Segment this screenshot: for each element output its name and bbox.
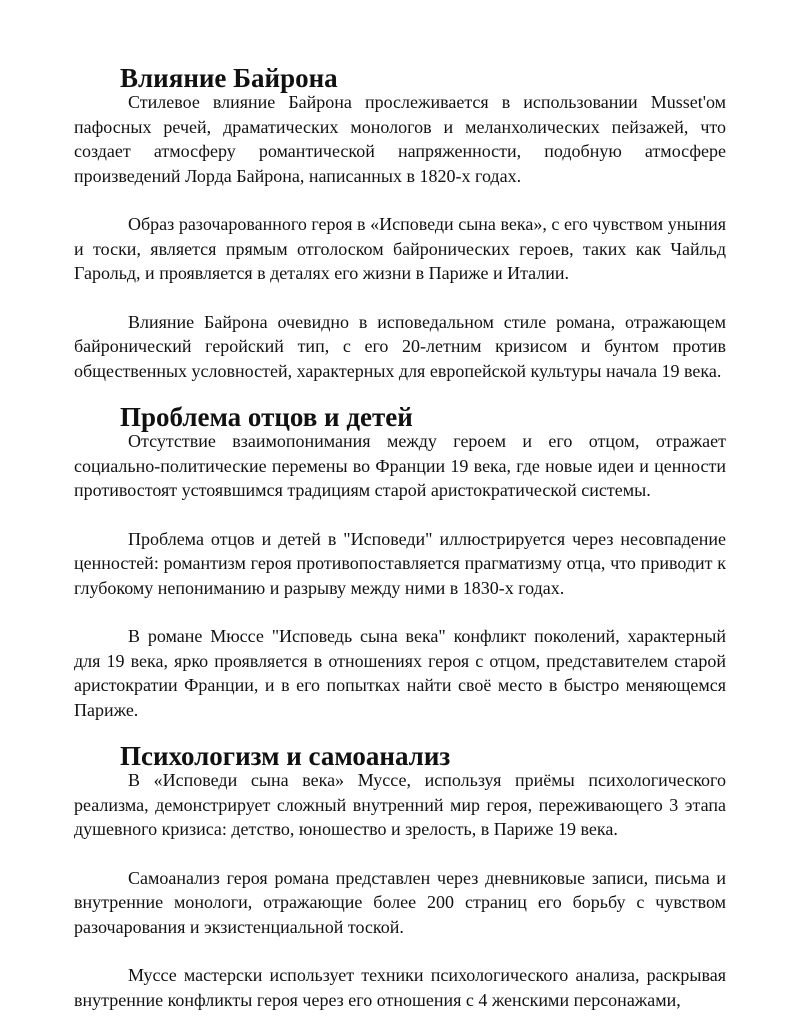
section-psychologism [74,741,726,1012]
paragraph: Проблема отцов и детей в "Исповеди" иллюстрируется через несовпадение ценностей: романтизм героя противопоставляется прагматизму отца, что приводит к глубокому непониманию и разрыву между ними в 1830-х годах. [74,528,726,598]
paragraph: Муссе мастерски использует техники психологического анализа, раскрывая внутренние конфликты героя через его отношения с 4 женскими персонажами, [74,965,726,1010]
section-heading: Психологизм и самоанализ [120,741,451,771]
paragraph: Самоанализ героя романа представлен через дневниковые записи, письма и внутренние монологи, отражающие более 200 страниц его борьбу с чувством разочарования и экзистенциальной тоской. [74,867,726,937]
section-fathers-and-children [74,402,726,722]
paragraph: В романе Мюссе "Исповедь сына века" конфликт поколений, характерный для 19 века, ярко проявляется в отношениях героя с отцом, представителем старой аристократии Франции, и в его попытках найти своё место в быстро меняющемся Париже. [74,626,726,720]
section-heading: Влияние Байрона [120,63,338,93]
section-byron-influence [74,63,726,383]
paragraph: В «Исповеди сына века» Муссе, используя приёмы психологического реализма, демонстрирует сложный внутренний мир героя, переживающего 3 этапа душевного кризиса: детство, юношество и зрелость, в Париже 19 века. [74,770,726,839]
paragraph: Образ разочарованного героя в «Исповеди сына века», с его чувством уныния и тоски, является прямым отголоском байронических героев, таких как Чайльд Гарольд, и проявляется в деталях его жизни в Париже и Италии. [74,214,726,283]
paragraph: Стилевое влияние Байрона прослеживается в использовании Musset'ом пафосных речей, драматических монологов и меланхолических пейзажей, что создает атмосферу романтической напряженности, подобную атмосфере произведений Лорда Байрона, написанных в 1820-х годах. [74,92,726,186]
paragraph: Влияние Байрона очевидно в исповедальном стиле романа, отражающем байронический геройский тип, с его 20-летним кризисом и бунтом против общественных условностей, характерных для европейской культуры начала 19 века. [74,311,726,381]
paragraph: Отсутствие взаимопонимания между героем и его отцом, отражает социально-политические перемены во Франции 19 века, где новые идеи и ценности противостоят устоявшимся традициям старой аристократической системы. [74,431,726,500]
section-heading: Проблема отцов и детей [120,402,413,432]
